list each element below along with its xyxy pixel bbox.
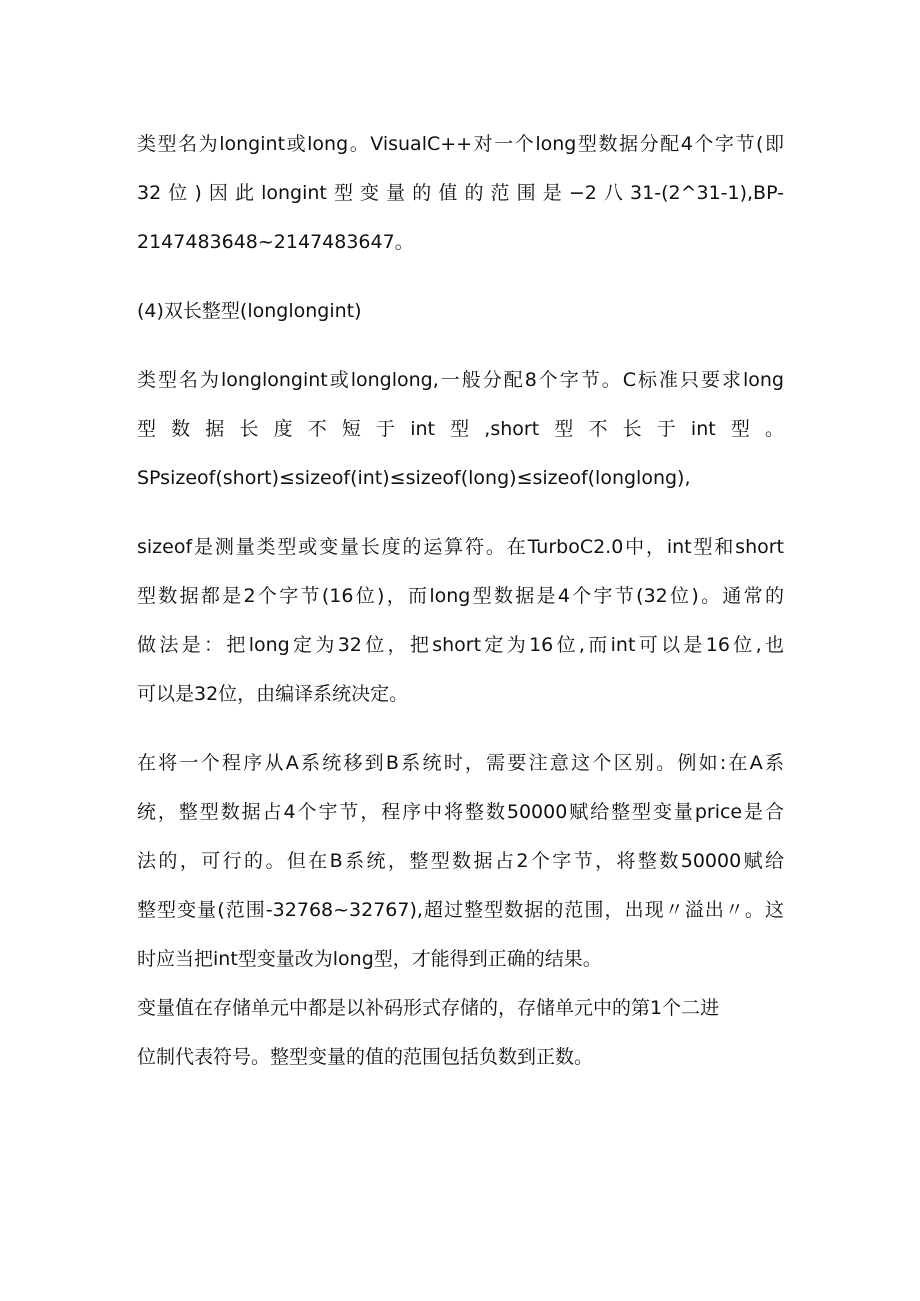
- paragraph-1-line-1: 类型名为longint或long。VisualC++对一个long型数据分配4个字节(即: [137, 133, 784, 155]
- paragraph-1-line-2: 32位)因此longint型变量的值的范围是−2八31-(2^31-1),BP-: [137, 182, 784, 204]
- paragraph-4-line-2: 型数据都是2个字节(16位)，而long型数据是4个宇节(32位)。通常的: [137, 585, 784, 607]
- paragraph-4-line-3: 做法是：把long定为32位，把short定为16位,而int可以是16位,也: [137, 634, 784, 656]
- paragraph-6-line-2: 位制代表符号。整型变量的值的范围包括负数到正数。: [137, 1046, 594, 1068]
- section-heading: (4)双长整型(longlongint): [137, 300, 362, 322]
- paragraph-3-line-2: 型数据长度不短于int型,short型不长于int型。: [137, 418, 784, 440]
- paragraph-5-line-1: 在将一个程序从A系统移到B系统时，需要注意这个区别。例如:在A系: [137, 752, 784, 774]
- paragraph-1-line-3: 2147483648~2147483647。: [137, 231, 414, 253]
- paragraph-4-line-1: sizeof是测量类型或变量长度的运算符。在TurboC2.0中，int型和short: [137, 536, 784, 558]
- paragraph-3-line-1: 类型名为longlongint或longlong,一般分配8个字节。C标准只要求long: [137, 369, 784, 391]
- paragraph-4-line-4: 可以是32位，由编译系统决定。: [137, 683, 409, 705]
- paragraph-6-line-1: 变量值在存储单元中都是以补码形式存储的，存储单元中的第1个二进: [137, 997, 720, 1019]
- paragraph-5-line-5: 时应当把int型变量改为long型，才能得到正确的结果。: [137, 948, 602, 970]
- paragraph-3-line-3: SPsizeof(short)≤sizeof(int)≤sizeof(long)≤sizeof(longlong),: [137, 467, 691, 489]
- paragraph-5-line-2: 统，整型数据占4个宇节，程序中将整数50000赋给整型变量price是合: [137, 801, 784, 823]
- paragraph-5-line-3: 法的，可行的。但在B系统，整型数据占2个字节，将整数50000赋给: [137, 850, 784, 872]
- paragraph-5-line-4: 整型变量(范围-32768~32767),超过整型数据的范围，出现〃溢出〃。这: [137, 899, 784, 921]
